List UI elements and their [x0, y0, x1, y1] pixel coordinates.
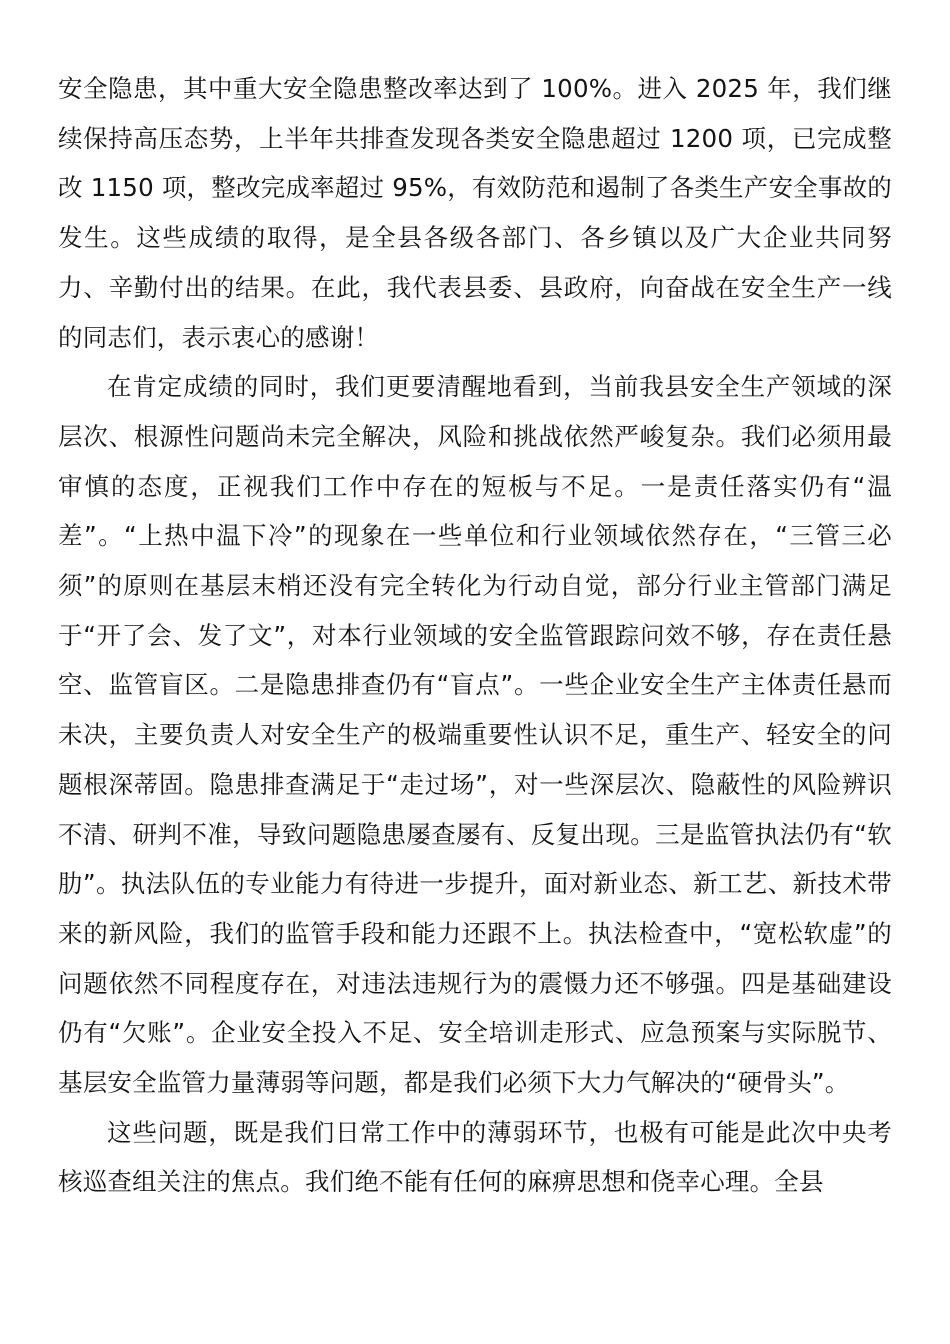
- paragraph-problems: 在肯定成绩的同时，我们更要清醒地看到，当前我县安全生产领域的深层次、根源性问题尚未完全解决，风险和挑战依然严峻复杂。我们必须用最审慎的态度，正视我们工作中存在的短板与不足。一是责任落实仍有“温差”。“上热中温下冷”的现象在一些单位和行业领域依然存在，“三管三必须”的原则在基层末梢还没有完全转化为行动自觉，部分行业主管部门满足于“开了会、发了文”，对本行业领域的安全监管跟踪问效不够，存在责任悬空、监管盲区。二是隐患排查仍有“盲点”。一些企业安全生产主体责任悬而未决，主要负责人对安全生产的极端重要性认识不足，重生产、轻安全的问题根深蒂固。隐患排查满足于“走过场”，对一些深层次、隐蔽性的风险辨识不清、研判不准，导致问题隐患屡查屡有、反复出现。三是监管执法仍有“软肋”。执法队伍的专业能力有待进一步提升，面对新业态、新工艺、新技术带来的新风险，我们的监管手段和能力还跟不上。执法检查中，“宽松软虚”的问题依然不同程度存在，对违法违规行为的震慑力还不够强。四是基础建设仍有“欠账”。企业安全投入不足、安全培训走形式、应急预案与实际脱节、基层安全监管力量薄弱等问题，都是我们必须下大力气解决的“硬骨头”。: [58, 372, 892, 1098]
- paragraph-focus: 这些问题，既是我们日常工作中的薄弱环节，也极有可能是此次中央考核巡查组关注的焦点。我们绝不能有任何的麻痹思想和侥幸心理。全县: [58, 1117, 892, 1197]
- paragraph-continuation: 安全隐患，其中重大安全隐患整改率达到了 100%。进入 2025 年，我们继续保持高压态势，上半年共排查发现各类安全隐患超过 1200 项，已完成整改 1150 项，整改完成率超过 95%，有效防范和遏制了各类生产安全事故的发生。这些成绩的取得，是全县各级各部门、各乡镇以及广大企业共同努力、辛勤付出的结果。在此，我代表县委、县政府，向奋战在安全生产一线的同志们，表示衷心的感谢！: [58, 74, 892, 352]
- document-body: [58, 64, 892, 1207]
